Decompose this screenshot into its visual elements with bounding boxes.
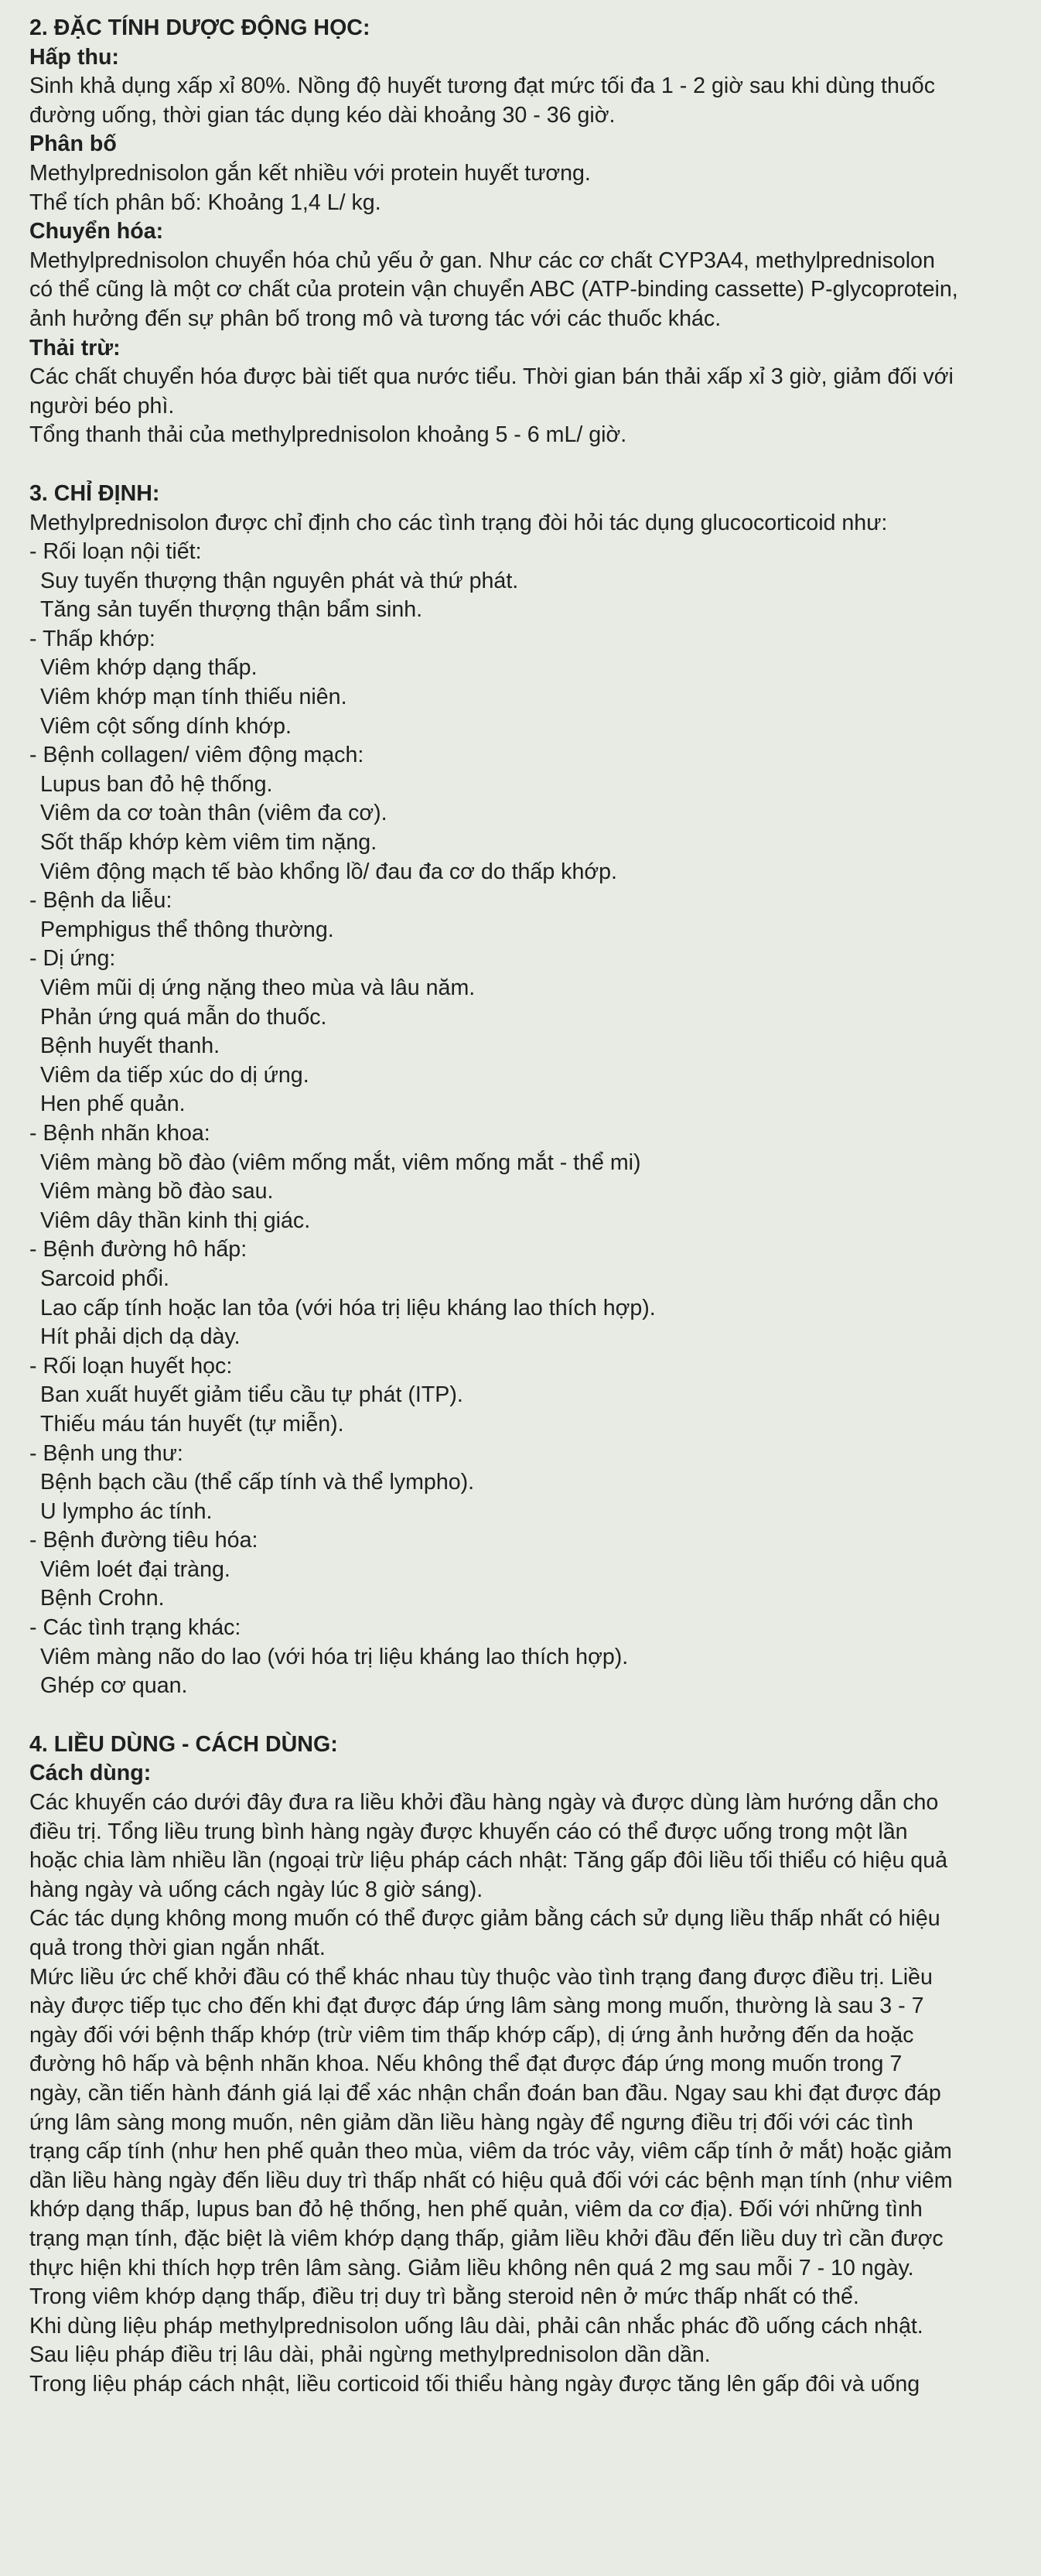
text-line: có thể cũng là một cơ chất của protein vận chuyển ABC (ATP-binding cassette) P-glycoprotein, (29, 277, 958, 302)
indication-item: Viêm cột sống dính khớp. (40, 713, 292, 739)
text-line: điều trị. Tổng liều trung bình hàng ngày được khuyến cáo có thể được uống trong một lần (29, 1819, 908, 1844)
text-line: Tổng thanh thải của methylprednisolon khoảng 5 - 6 mL/ giờ. (29, 422, 627, 448)
indication-item: Hen phế quản. (40, 1092, 186, 1117)
indication-item: Thiếu máu tán huyết (tự miễn). (40, 1411, 344, 1437)
text-line: Các chất chuyển hóa được bài tiết qua nước tiểu. Thời gian bán thải xấp xỉ 3 giờ, giảm đối với (29, 364, 954, 390)
subheading-usage: Cách dùng: (29, 1761, 152, 1786)
indication-item: Viêm màng bồ đào (viêm mống mắt, viêm mống mắt - thể mi) (40, 1150, 641, 1175)
indication-item: Viêm dây thần kinh thị giác. (40, 1208, 311, 1233)
text-line: đường uống, thời gian tác dụng kéo dài khoảng 30 - 36 giờ. (29, 102, 616, 128)
dosage-text (29, 1789, 1026, 2399)
indication-item: Sarcoid phổi. (40, 1266, 169, 1291)
section-title: 4. LIỀU DÙNG - CÁCH DÙNG: (29, 1731, 338, 1757)
indication-groups (29, 538, 1026, 1701)
text-line: Các khuyến cáo dưới đây đưa ra liều khởi đầu hàng ngày và được dùng làm hướng dẫn cho (29, 1790, 939, 1816)
text-line: ảnh hưởng đến sự phân bố trong mô và tương tác với các thuốc khác. (29, 306, 722, 331)
text-line: Sinh khả dụng xấp xỉ 80%. Nồng độ huyết tương đạt mức tối đa 1 - 2 giờ sau khi dùng thuốc (29, 73, 936, 99)
subheading-distribution: Phân bố (29, 132, 117, 157)
indication-item: Ban xuất huyết giảm tiểu cầu tự phát (ITP). (40, 1382, 463, 1408)
indication-item: Viêm loét đại tràng. (40, 1556, 230, 1582)
text-line: ứng lâm sàng mong muốn, nên giảm dần liều hàng ngày để ngưng điều trị đối với các tình (29, 2110, 913, 2135)
text-line: Các tác dụng không mong muốn có thể được giảm bằng cách sử dụng liều thấp nhất có hiệu (29, 1906, 940, 1932)
text-line: Khi dùng liệu pháp methylprednisolon uống lâu dài, phải cân nhắc phác đồ uống cách nhật. (29, 2313, 923, 2339)
indication-item: Viêm màng bồ đào sau. (40, 1179, 274, 1204)
text-line: Thể tích phân bố: Khoảng 1,4 L/ kg. (29, 190, 381, 215)
text-line: hoặc chia làm nhiều lần (ngoại trừ liệu pháp cách nhật: Tăng gấp đôi liều tối thiểu có hiệu quả (29, 1848, 948, 1874)
indication-item: U lympho ác tính. (40, 1498, 213, 1524)
section-title: 3. CHỈ ĐỊNH: (29, 480, 160, 506)
indication-group-label: - Bệnh da liễu: (29, 888, 172, 914)
text-line: trạng cấp tính (như hen phế quản theo mùa, viêm da tróc vảy, viêm cấp tính ở mắt) hoặc giảm (29, 2139, 952, 2164)
text-line: hàng ngày và uống cách ngày lúc 8 giờ sáng). (29, 1877, 483, 1902)
indication-item: Bệnh Crohn. (40, 1586, 165, 1611)
text-line: ngày, cần tiến hành đánh giá lại để xác nhận chẩn đoán ban đầu. Ngay sau khi đạt được đáp (29, 2080, 941, 2106)
text-line: này được tiếp tục cho đến khi đạt được đáp ứng lâm sàng mong muốn, thường là sau 3 - 7 (29, 1993, 924, 2019)
indication-item: Suy tuyến thượng thận nguyên phát và thứ phát. (40, 568, 519, 593)
indication-group-label: - Các tình trạng khác: (29, 1615, 241, 1641)
section-dosage (29, 1730, 1026, 2400)
indication-group-label: - Bệnh nhãn khoa: (29, 1120, 210, 1146)
indication-group-label: - Rối loạn nội tiết: (29, 539, 202, 565)
indication-group-label: - Bệnh đường hô hấp: (29, 1237, 247, 1262)
indication-group-label: - Bệnh ung thư: (29, 1440, 183, 1466)
indication-group-label: - Dị ứng: (29, 946, 116, 972)
text-line: Methylprednisolon gắn kết nhiều với protein huyết tương. (29, 160, 591, 186)
section-title: 2. ĐẶC TÍNH DƯỢC ĐỘNG HỌC: (29, 15, 370, 40)
text-line: quả trong thời gian ngắn nhất. (29, 1935, 326, 1960)
indication-item: Lupus ban đỏ hệ thống. (40, 771, 273, 797)
subheading-absorption: Hấp thu: (29, 44, 119, 70)
indication-item: Viêm da tiếp xúc do dị ứng. (40, 1062, 309, 1088)
indication-item: Phản ứng quá mẫn do thuốc. (40, 1004, 327, 1030)
section-indications (29, 480, 1026, 1701)
indication-item: Hít phải dịch dạ dày. (40, 1324, 241, 1350)
indication-group-label: - Rối loạn huyết học: (29, 1353, 233, 1379)
text-line: Sau liệu pháp điều trị lâu dài, phải ngừng methylprednisolon dần dần. (29, 2342, 711, 2368)
text-line: thực hiện khi thích hợp trên lâm sàng. Giảm liều không nên quá 2 mg sau mỗi 7 - 10 ngày. (29, 2255, 914, 2280)
section-pharmacokinetics (29, 14, 1026, 450)
indication-item: Tăng sản tuyến thượng thận bẩm sinh. (40, 597, 423, 623)
indication-item: Viêm mũi dị ứng nặng theo mùa và lâu năm. (40, 975, 476, 1000)
text-line: đường hô hấp và bệnh nhãn khoa. Nếu không thể đạt được đáp ứng mong muốn trong 7 (29, 2052, 903, 2077)
text-line: Methylprednisolon chuyển hóa chủ yếu ở gan. Như các cơ chất CYP3A4, methylprednisolon (29, 248, 935, 273)
indication-item: Viêm khớp dạng thấp. (40, 655, 258, 681)
indication-group-label: - Thấp khớp: (29, 626, 155, 651)
indication-item: Pemphigus thể thông thường. (40, 917, 334, 942)
text-line: khớp dạng thấp, lupus ban đỏ hệ thống, hen phế quản, viêm da cơ địa). Đối với những tình (29, 2197, 923, 2222)
text-line: Mức liều ức chế khởi đầu có thể khác nhau tùy thuộc vào tình trạng đang được điều trị. Liều (29, 1964, 933, 1990)
indication-item: Viêm da cơ toàn thân (viêm đa cơ). (40, 801, 387, 826)
indication-item: Viêm động mạch tế bào khổng lồ/ đau đa cơ do thấp khớp. (40, 859, 617, 884)
text-line: Trong liệu pháp cách nhật, liều corticoid tối thiểu hàng ngày được tăng lên gấp đôi và uống (29, 2371, 920, 2397)
indication-item: Sốt thấp khớp kèm viêm tim nặng. (40, 830, 377, 856)
intro-text: Methylprednisolon được chỉ định cho các tình trạng đòi hỏi tác dụng glucocorticoid như: (29, 510, 888, 535)
indication-item: Viêm khớp mạn tính thiếu niên. (40, 685, 347, 710)
subheading-excretion: Thải trừ: (29, 335, 121, 360)
text-line: người béo phì. (29, 393, 175, 419)
indication-item: Bệnh bạch cầu (thể cấp tính và thể lympho). (40, 1470, 475, 1495)
text-line: Trong viêm khớp dạng thấp, điều trị duy trì bằng steroid nên ở mức thấp nhất có thể. (29, 2284, 859, 2310)
indication-group-label: - Bệnh collagen/ viêm động mạch: (29, 743, 364, 768)
indication-item: Ghép cơ quan. (40, 1673, 188, 1699)
text-line: trạng mạn tính, đặc biệt là viêm khớp dạng thấp, giảm liều khởi đầu đến liều duy trì cần được (29, 2226, 944, 2251)
indication-item: Viêm màng não do lao (với hóa trị liệu kháng lao thích hợp). (40, 1644, 629, 1669)
indication-group-label: - Bệnh đường tiêu hóa: (29, 1528, 258, 1553)
text-line: ngày đối với bệnh thấp khớp (trừ viêm tim thấp khớp cấp), dị ứng ảnh hưởng đến da hoặc (29, 2022, 914, 2048)
subheading-metabolism: Chuyển hóa: (29, 219, 164, 244)
text-line: dần liều hàng ngày đến liều duy trì thấp nhất có hiệu quả đối với các bệnh mạn tính (như viêm (29, 2168, 953, 2193)
indication-item: Lao cấp tính hoặc lan tỏa (với hóa trị liệu kháng lao thích hợp). (40, 1295, 656, 1320)
indication-item: Bệnh huyết thanh. (40, 1033, 220, 1059)
